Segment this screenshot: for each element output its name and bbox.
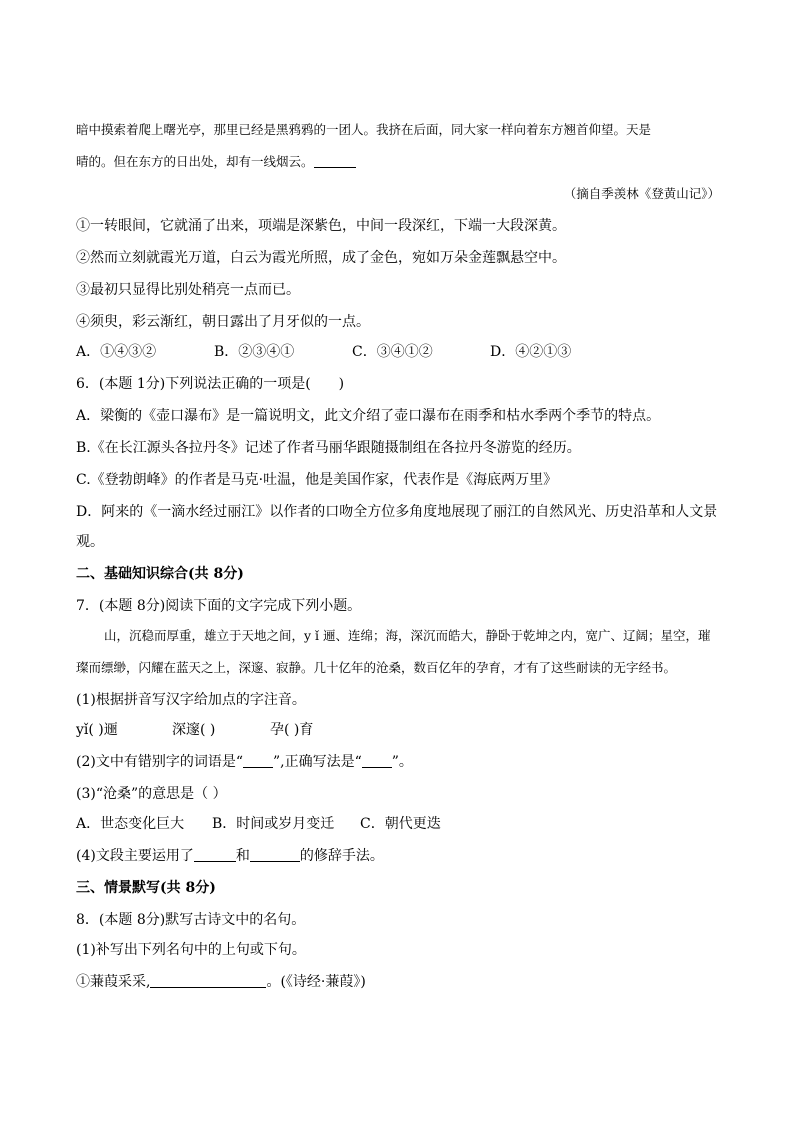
answer-blank[interactable] (362, 753, 392, 768)
answer-blank[interactable] (194, 847, 236, 862)
sentence-item: ③最初只显得比别处稍亮一点而已。 (76, 282, 300, 298)
pinyin-item[interactable]: 深邃( ) (172, 722, 216, 738)
sentence-item: ①一转眼间，它就涌了出来，项端是深紫色，中间一段深红，下端一大段深黄。 (76, 218, 566, 234)
option-a[interactable]: A．①④③② (76, 344, 157, 360)
options-row (76, 342, 726, 362)
option-b[interactable]: B．②③④① (214, 344, 295, 360)
option-c[interactable]: C.《登勃朗峰》的作者是马克·吐温，他是美国作家，代表作是《海底两万里》 (76, 472, 558, 488)
fill-item-text: ①蒹葭采采, (76, 974, 151, 990)
section-title: 二、基础知识综合(共 8分) (76, 566, 244, 582)
passage-source: （摘自季羡林《登黄山记》） (563, 186, 720, 201)
option-b[interactable]: B．时间或岁月变迁 (212, 816, 335, 832)
sentence-item: ②然而立刻就霞光万道，白云为霞光所照，成了金色，宛如万朵金莲飘悬空中。 (76, 250, 566, 266)
sub-question (76, 846, 726, 866)
sub-question-text: (2)文中有错别字的词语是“ (76, 754, 243, 770)
fill-item (76, 972, 726, 992)
answer-blank[interactable] (250, 847, 300, 862)
sub-question: (1)补写出下列名句中的上句或下句。 (76, 942, 306, 958)
option-a[interactable]: A．梁衡的《壶口瀑布》是一篇说明文，此文介绍了壶口瀑布在雨季和枯水季两个季节的特点。 (76, 408, 661, 424)
question-stem: 7．(本题 8分)阅读下面的文字完成下列小题。 (76, 598, 362, 614)
option-c[interactable]: C．朝代更迭 (360, 816, 441, 832)
answer-blank[interactable] (150, 973, 266, 988)
option-b[interactable]: B.《在长江源头各拉丹冬》记述了作者马丽华跟随摄制组在各拉丹冬游览的经历。 (76, 440, 581, 456)
fill-item-text: 。(《诗经·蒹葭》) (266, 974, 366, 990)
sub-question-text: 的修辞手法。 (299, 848, 384, 864)
pinyin-item[interactable]: 孕( )育 (270, 722, 314, 738)
sub-question: (1)根据拼音写汉字给加点的字注音。 (76, 692, 306, 708)
answer-blank[interactable] (243, 753, 273, 768)
option-d[interactable]: D．阿来的《一滴水经过丽江》以作者的口吻全方位多角度地展现了丽江的自然风光、历史沿革和人文景 (76, 504, 718, 520)
passage-line: 暗中摸索着爬上曙光亭，那里已经是黑鸦鸦的一团人。我挤在后面，同大家一样向着东方翘首仰望。天是 (76, 122, 652, 137)
sub-question (76, 752, 726, 772)
answer-blank[interactable] (314, 153, 356, 168)
sub-question-text: 和 (235, 848, 250, 864)
section-title: 三、情景默写(共 8分) (76, 880, 216, 896)
sub-question-text: ”。 (391, 754, 413, 770)
sub-question: (3)“沧桑”的意思是（ ） (76, 786, 227, 802)
sub-question-text: (4)文段主要运用了 (76, 848, 194, 864)
passage-line: 璨而缥缈，闪耀在蓝天之上，深邃、寂静。几十亿年的沧桑，数百亿年的孕育，才有了这些耐读的无字经书。 (76, 660, 677, 675)
question-stem: 6．(本题 1分)下列说法正确的一项是( ) (76, 376, 345, 392)
sentence-item: ④须臾，彩云渐红，朝日露出了月牙似的一点。 (76, 314, 370, 330)
sub-question-text: ”,正确写法是“ (273, 754, 362, 770)
passage-line (76, 152, 726, 172)
option-a[interactable]: A．世态变化巨大 (76, 816, 185, 832)
pinyin-row (76, 720, 726, 740)
pinyin-item[interactable]: yǐ( )逦 (76, 722, 118, 738)
passage-text: 晴的。但在东方的日出处，却有一线烟云。 (76, 154, 314, 169)
option-c[interactable]: C．③④①② (352, 344, 433, 360)
option-d[interactable]: D．④②①③ (490, 344, 572, 360)
passage-line: 山，沉稳而厚重，雄立于天地之间，y ǐ 逦、连绵；海，深沉而皓大，静卧于乾坤之内，宽广、辽阔；星空，璀 (104, 628, 711, 643)
option-d-continued: 观。 (76, 534, 104, 550)
question-stem: 8．(本题 8分)默写古诗文中的名句。 (76, 912, 306, 928)
options-row (76, 814, 726, 834)
